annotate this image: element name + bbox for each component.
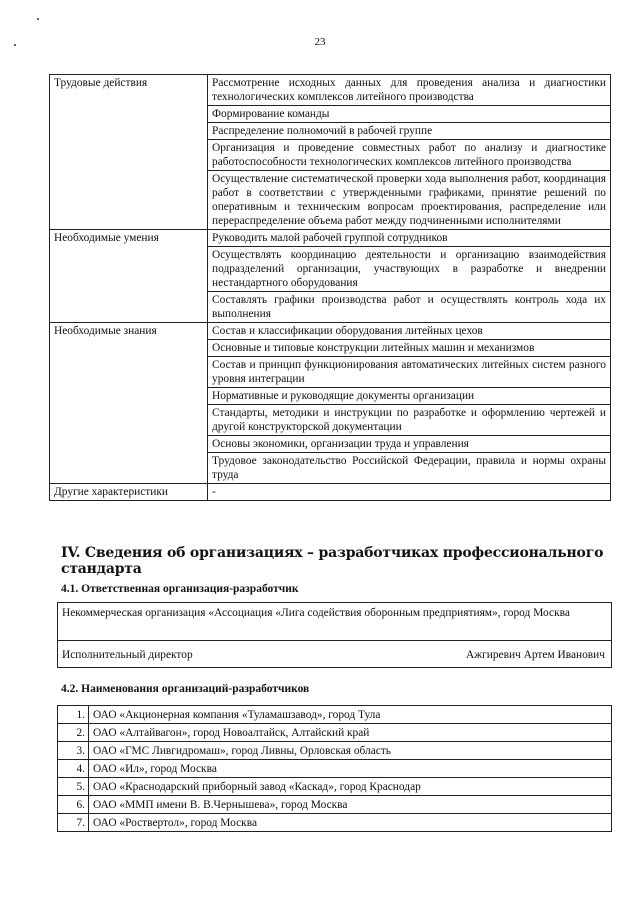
developer-orgs-heading: 4.2. Наименования организаций-разработчиков	[61, 683, 310, 695]
developer-orgs-table	[57, 705, 612, 832]
category-cell: Другие характеристики	[50, 484, 208, 501]
category-cell: Необходимые знания	[50, 323, 208, 484]
category-cell: Необходимые умения	[50, 230, 208, 323]
row-number: 3.	[58, 742, 89, 760]
item-cell: Стандарты, методики и инструкции по разработке и оформлению чертежей и другой конструкторской документации	[208, 405, 611, 436]
org-name-cell: ОАО «Ил», город Москва	[89, 760, 612, 778]
org-name-cell: ОАО «ГМС Ливгидромаш», город Ливны, Орловская область	[89, 742, 612, 760]
row-number: 7.	[58, 814, 89, 832]
item-cell: -	[208, 484, 611, 501]
item-cell: Распределение полномочий в рабочей группе	[208, 123, 611, 140]
item-cell: Состав и принцип функционирования автоматических литейных систем разного уровня интеграции	[208, 357, 611, 388]
item-cell: Основы экономики, организации труда и управления	[208, 436, 611, 453]
item-cell: Осуществлять координацию деятельности и организацию взаимодействия подразделений организации, участвующих в разработке и внедрении нестандартного оборудования	[208, 247, 611, 292]
item-cell: Нормативные и руководящие документы организации	[208, 388, 611, 405]
item-cell: Трудовое законодательство Российской Федерации, правила и нормы охраны труда	[208, 453, 611, 484]
table-row	[50, 323, 611, 340]
row-number: 4.	[58, 760, 89, 778]
item-cell: Руководить малой рабочей группой сотрудников	[208, 230, 611, 247]
item-cell: Формирование команды	[208, 106, 611, 123]
table-row	[58, 760, 612, 778]
item-cell: Составлять графики производства работ и осуществлять контроль хода их выполнения	[208, 292, 611, 323]
table-row	[50, 230, 611, 247]
table-row	[50, 75, 611, 106]
row-number: 1.	[58, 706, 89, 724]
table-row	[58, 796, 612, 814]
labor-functions-table	[49, 74, 611, 501]
row-number: 6.	[58, 796, 89, 814]
item-cell: Организация и проведение совместных работ по анализу и диагностике работоспособности технологических комплексов литейного производства	[208, 140, 611, 171]
row-number: 5.	[58, 778, 89, 796]
page-number: 23	[314, 36, 326, 48]
item-cell: Рассмотрение исходных данных для проведения анализа и диагностики технологических комплексов литейного производства	[208, 75, 611, 106]
table-row	[58, 742, 612, 760]
table-row	[50, 484, 611, 501]
item-cell: Основные и типовые конструкции литейных машин и механизмов	[208, 340, 611, 357]
table-row	[58, 814, 612, 832]
row-number: 2.	[58, 724, 89, 742]
table-row	[58, 778, 612, 796]
org-name-cell: ОАО «Акционерная компания «Туламашзавод», город Тула	[89, 706, 612, 724]
responsible-person: Ажгиревич Артем Иванович	[465, 649, 605, 661]
scan-speck	[37, 18, 39, 20]
responsible-role: Исполнительный директор	[62, 649, 193, 661]
responsible-org-heading: 4.1. Ответственная организация-разработчик	[61, 583, 299, 595]
divider	[58, 640, 611, 641]
section-4-title: IV. Сведения об организациях – разработчиках профессионального стандарта	[61, 545, 604, 577]
category-cell: Трудовые действия	[50, 75, 208, 230]
responsible-org-name: Некоммерческая организация «Ассоциация «Лига содействия оборонным предприятиям», город Москва	[62, 607, 570, 619]
org-name-cell: ОАО «Краснодарский приборный завод «Каскад», город Краснодар	[89, 778, 612, 796]
table-row	[58, 724, 612, 742]
table-row	[58, 706, 612, 724]
org-name-cell: ОАО «Роствертол», город Москва	[89, 814, 612, 832]
org-name-cell: ОАО «Алтайвагон», город Новоалтайск, Алтайский край	[89, 724, 612, 742]
item-cell: Состав и классификации оборудования литейных цехов	[208, 323, 611, 340]
item-cell: Осуществление систематической проверки хода выполнения работ, координация работ в соответствии с утвержденными графиками, принятие решений по оперативным и техническим вопросам проектирования, распределение или перераспределение объема работ между подчиненными исполнителями	[208, 171, 611, 230]
responsible-org-box	[57, 602, 612, 668]
org-name-cell: ОАО «ММП имени В. В.Чернышева», город Москва	[89, 796, 612, 814]
